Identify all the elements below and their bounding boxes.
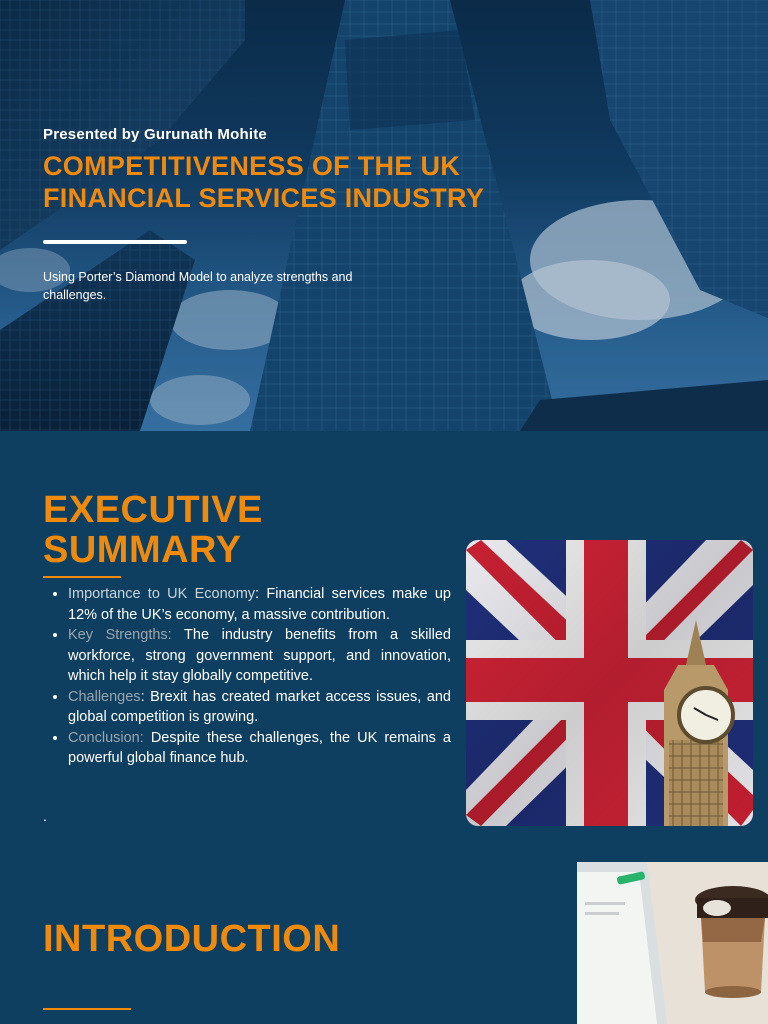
bullet-sep: : — [255, 586, 267, 602]
bullet-text: Brexit has created market access issues, and global competition is growing. — [68, 688, 451, 725]
presentation-title: COMPETITIVENESS OF THE UK FINANCIAL SERVICES INDUSTRY — [43, 151, 485, 213]
presentation-subtitle: Using Porter’s Diamond Model to analyze strengths and challenges. — [43, 270, 353, 302]
list-item — [68, 687, 451, 728]
union-jack-icon — [466, 540, 753, 826]
bullet-text: Financial services make up 12% of the UK’s economy, a massive contribution. — [68, 586, 451, 623]
title-underline — [43, 240, 187, 244]
bullet-key: Importance to UK Economy — [68, 586, 256, 602]
union-jack-big-ben-photo — [466, 540, 753, 826]
skyscrapers-photo — [0, 0, 768, 431]
list-item — [68, 625, 451, 687]
introduction-underline — [43, 1008, 131, 1010]
executive-summary-underline — [43, 576, 121, 578]
coffee-cup-icon — [577, 862, 768, 1024]
bullet-key: Key Strengths: — [68, 627, 172, 643]
presenter-credit: Presented by Gurunath Mohite — [43, 126, 267, 143]
bullet-sep: : — [140, 688, 151, 705]
executive-summary-list — [50, 584, 451, 769]
hero-section — [0, 0, 768, 431]
bullet-sep — [172, 627, 184, 643]
bullet-key: Challenges — [68, 688, 141, 705]
bullet-text: Despite these challenges, the UK remains a powerful global finance hub. — [68, 729, 451, 766]
bullet-text: The industry benefits from a skilled workforce, strong government support, and innovation, which help it stay globally competitive. — [68, 627, 451, 684]
bullet-key: Conclusion: — [68, 729, 144, 746]
list-item — [68, 584, 451, 625]
executive-summary-heading-text: EXECUTIVE SUMMARY — [43, 489, 263, 571]
executive-summary-heading — [43, 490, 303, 570]
laptop-coffee-cup-photo — [577, 862, 768, 1024]
introduction-heading: INTRODUCTION — [43, 918, 341, 960]
bullet-sep — [144, 730, 151, 746]
list-item — [68, 728, 451, 769]
trailing-period: . — [43, 808, 47, 824]
